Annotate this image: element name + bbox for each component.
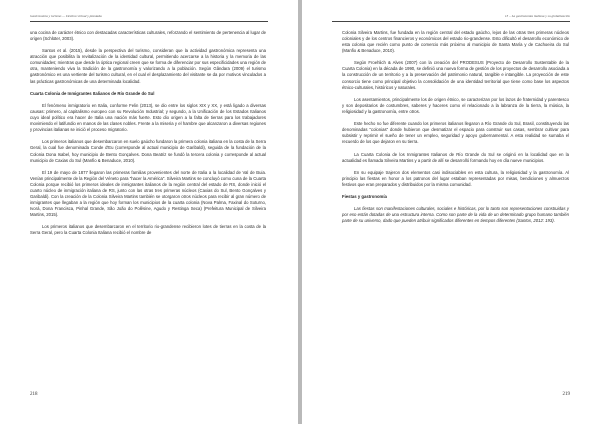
paragraph: una cocina de carácter étnico con destacadas características culturales, reforzando el sentimiento de pertenencia al lugar de origen (Schlüter, 2003). xyxy=(30,30,266,42)
paragraph: Los primeros italianos que desembarcaron en suelo gaúcho fundaron la primera colonia italiana en la costa de la Serra Geral, la cual fue denominada Conde d'Eu (corresponde al actual municipio de Garibaldi), seguida de la fundación de la Colonia Dona Isabel, hoy municipio de Bento Gonçalves. Dona Beatriz se fundó la tercera colonia y corresponde al actual municipio de Caxias do Sul (Manfio & Benaduce, 2010). xyxy=(30,139,266,163)
paragraph: Este hecho no fue diferente cuando los primeros italianos llegaron a Río Grande do Sul, Brasil, constituyendo las denominadas "colonias" donde hubieron que desmatizar el espacio para construir sus casas, sembrar cultivar para subsistir y reprimir el sueño de tener un empleo, seguridad y apoyo gubernamental. A esta realidad se sumaba el recuerdo de los que dejaron en su tierra. xyxy=(342,121,569,145)
paragraph: El 19 de mayo de 1877 llegaron las primeras familias provenientes del norte de Italia a la localidad de Val de Buia. Venían principalmente de la Región del Véneto para "hacer la América". Silveira Martins se concluyó como cuna de la Cuarta Colonia porque recibió los primeros ideales de inmigrantes italianos de la región central del estado de RS, donde inició el cuarto núcleo de inmigración italiana de RS, junto con las otras tres primeras núcleos (Caxias do Sul, Bento Gonçalves y Garibaldi). Con la creación de la Colonia Silveira Martins también se otorgaron otros núcleos para recibir al gran número de inmigrantes que llegaban a la región que hoy forman los municipios de la cuarta colonia (Nova Palma, Faxinal do Soturno, Ivorá, Dona Francisca, Pinhal Grande, São João do Polêsine, Agudo y Restinga Seca) (Prefeitura Municipal de Silveira Martins, 2015). xyxy=(30,169,266,218)
paragraph: Santos et al. (2015), desde la perspectiva del turismo, consideran que la actividad gastronómica representa una atracción que posibilita la revitalización de la identidad cultural, permitiendo acercarse a la historia y la memoria de las comunidades; mientras que desde la óptica regional creen que se forma de diferenciar por sus especificidades una región de otra, manteniendo viva la tradición de la gastronomía y valorizando a la población. Según Gândara (2009) el turismo gastronómico es una vertiente del turismo cultural, en el cual el desplazamiento del visitante se da por motivos vinculados a las prácticas gastronómicas de una determinada localidad. xyxy=(30,48,266,84)
left-header-rule xyxy=(30,21,268,22)
paragraph: Los primeros italianos que desembarcaron en el territorio rio-grandense recibieron lotes de tierras en la costa de la Serra Geral, pero la Cuarta Colonia Italiana recibió el nombre de xyxy=(30,224,266,236)
left-page-body xyxy=(30,30,266,243)
left-running-head: Gastronomía y turismo — Destino virtual y plantada xyxy=(30,14,102,18)
paragraph: En su equipaje trajeron dos elementos casi indisociables en esta cultura, la religiosidad y la gastronomía. Al principio las fiestas en honor a los patronos del lugar estaban representadas por misas, bendiciones y almuerzos festivos que eran preparados y distribuidos por la misma comunidad. xyxy=(342,169,569,187)
left-page-number: 218 xyxy=(30,392,38,397)
left-page xyxy=(0,0,298,424)
right-page-body xyxy=(342,30,569,231)
paragraph: La Cuarta Colonia de los Inmigrantes Italianos de Río Grande do Sul se originó en la localidad que en la actualidad es llamada Silveira Martins y a partir de allí se desarrolló formando hoy en día nueve municipios. xyxy=(342,151,569,163)
paragraph: Según Froehlich & Alves (2007) con la creación del PRODESUS (Proyecto de Desarrollo Sustentable de la Cuarta Colonia) en la década de 1990, se definió una nueva forma de gestión de los proyectos de desarrollo asociada a la construcción de un territorio y a la preservación del patrimonio natural, tangible e intangible. La proyección de este consorcio tiene como principal objetivo la consolidación de una identidad territorial que tiene como base los aspectos étnico-culturales, históricos y naturales. xyxy=(342,60,569,90)
section-heading: Cuarta Colonia de Inmigrantes Italianos de Río Grande do Sul xyxy=(30,90,155,96)
block-quote: Las fiestas son manifestaciones culturales, sociales e históricas, por lo tanto son representaciones construidas y por eso están dotadas de una estructura interna. Como son parte de la vida de un determinado grupo humano también parte de su universo, dado que pueden atribuir significados diferentes en tiempos diferentes (Santos, 2012: 193). xyxy=(342,206,569,224)
paragraph: Los asentamientos, principalmente los de origen étnico, se caracterizan por los lazos de fraternidad y parentesco y son depositarios de costumbres, saberes y haceres como el relacionado a la labranza de la tierra, la música, la religiosidad y la gastronomía, entre otros. xyxy=(342,96,569,114)
paragraph: Colonia Silveira Martins, fue fundada en la región central del estado gaúcho, lejos de las otras tres primeras núcleos coloniales y de los centros financieros y económicos del estado rio-grandense. Esto dificultó el desarrollo económico de esta colonia que recién como punto de comercio más próximo al municipio de Santa María y de Cachoeira do Sul (Manfio & Benaduce, 2010). xyxy=(342,30,569,54)
right-page xyxy=(302,0,600,424)
right-page-number: 219 xyxy=(562,392,570,397)
paragraph: El fenómeno inmigratorio en Italia, conforme Felin (2013), se dio entre los siglos XIX y XX, y está ligado a diversas causas: primero, al capitalismo europeo con su Revolución Industrial; y segundo, a la Unificación de los Estados Italianos cuyo ideal político era hacer de Italia una nación más fuerte. Esto dio origen a la falta de tierras para los trabajadores movimiendo el latifundio en manos de las clases nobles. Frente a la miseria y el hambre que alcanzaron a diversas regiones y provincias italianas se inició el proceso migratorio. xyxy=(30,102,266,133)
section-heading: Fiestas y gastronomía xyxy=(342,194,387,200)
right-running-head: 13 – La gastronomía italiana y su globalización xyxy=(504,14,570,18)
right-header-rule xyxy=(332,21,570,22)
